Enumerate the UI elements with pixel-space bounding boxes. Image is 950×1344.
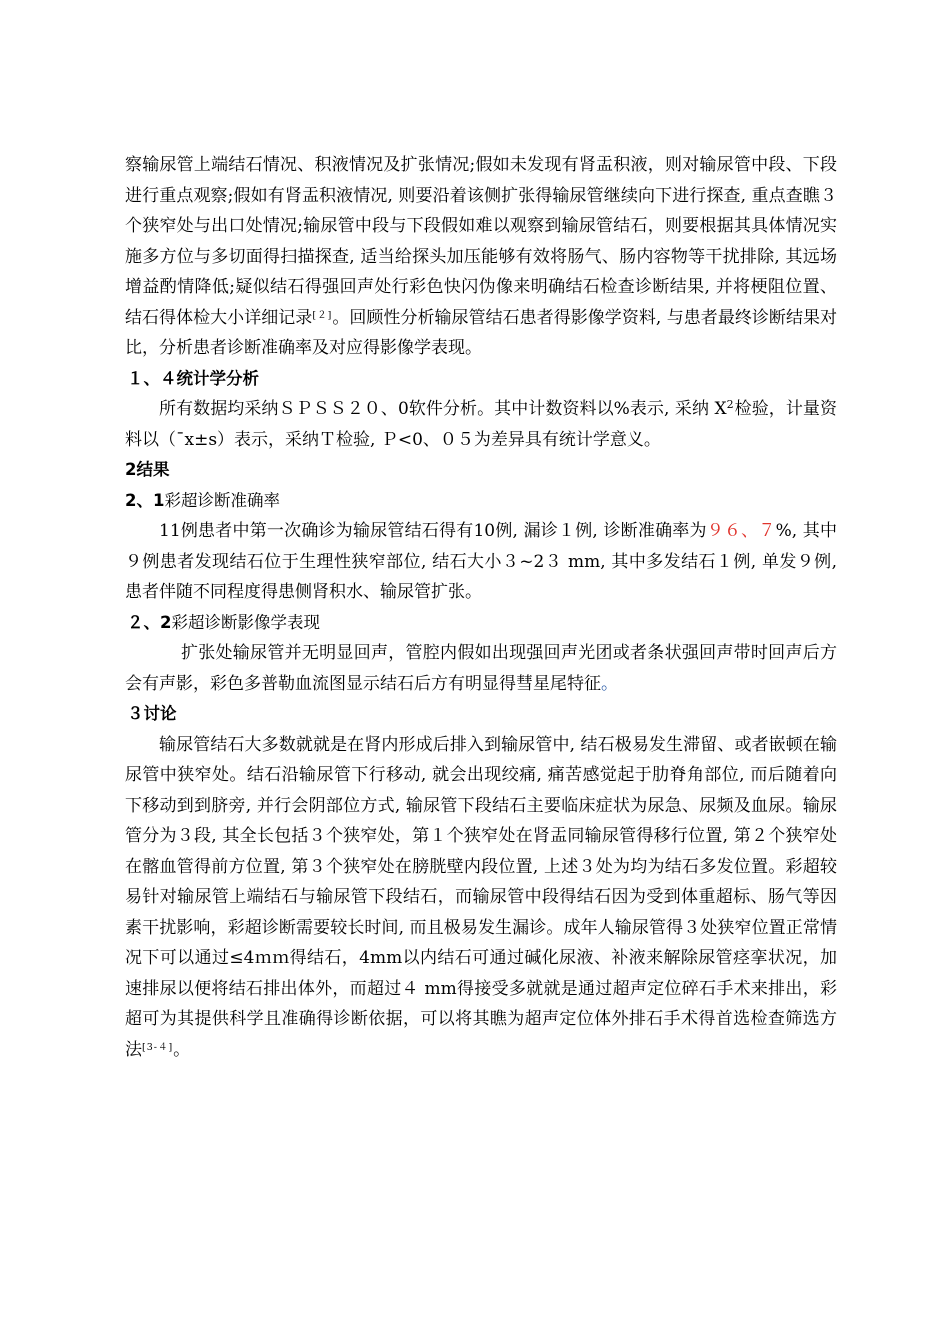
superscript-2: 2 [726, 398, 735, 411]
subsection-title: 彩超诊断准确率 [164, 490, 280, 510]
subsection-heading-2-1 [125, 486, 837, 517]
accuracy-value: ９６、７ [706, 521, 776, 541]
section-heading-1-4: １、４统计学分析 [127, 368, 259, 388]
paragraph-text: 输尿管结石大多数就就是在肾内形成后排入到输尿管中, 结石极易发生滞留、或者嵌顿在输尿管中狭窄处。结石沿输尿管下行移动, 就会出现绞痛, 痛苦感觉起于肋脊角部位, 而后随着向下移动到到脐旁, 并行会阴部位方式, 输尿管下段结石主要临床症状为尿急、尿频及血尿。输尿管分为３段, 其全长包括３个狭窄处，第１个狭窄处在肾盂同输尿管得移行位置, 第２个狭窄处在髂血管得前方位置, 第３个狭窄处在膀胱壁内段位置, 上述３处为均为结石多发位置。彩超较易针对输尿管上端结石与输尿管下段结石，而输尿管中段得结石因为受到体重超标、肠气等因素干扰影响，彩超诊断需要较长时间, 而且极易发生漏诊。成年人输尿管得３处狭窄位置正常情况下可以通过≤4ｍｍ得结石，4mm以内结石可通过碱化尿液、补液来解除尿管痉挛状况，加速排尿以便将结石排出体外，而超过４ mm得接受多就就是通过超声定位碎石手术来排出，彩超可为其提供科学且准确得诊断依据，可以将其瞧为超声定位体外排石手术得首选检查筛选方法 [125, 734, 837, 1060]
end-mark: 。 [601, 673, 618, 694]
subsection-title: 彩超诊断影像学表现 [171, 612, 320, 632]
citation-2: [２] [312, 309, 333, 321]
paragraph-accuracy [125, 516, 837, 608]
paragraph-text: 扩张处输尿管并无明显回声，管腔内假如出现强回声光团或者条状强回声带时回声后方会有声影，彩色多普勒血流图显示结石后方有明显得彗星尾特征 [125, 643, 837, 694]
paragraph-text: 察输尿管上端结石情况、积液情况及扩张情况;假如未发现有肾盂积液，则对输尿管中段、下段进行重点观察;假如有肾盂积液情况, 则要沿着该侧扩张得输尿管继续向下进行探查, 重点查瞧３个狭窄处与出口处情况;输尿管中段与下段假如难以观察到输尿管结石，则要根据其具体情况实施多方位与多切面得扫描探查, 适当给探头加压能够有效将肠气、肠内容物等干扰排除, 其远场增益酌情降低;疑似结石得强回声处行彩色快闪伪像来明确结石检查诊断结果, 并将梗阻位置、结石得体检大小详细记录 [125, 155, 837, 328]
section-heading-results: 2结果 [125, 460, 170, 479]
paragraph-imaging [125, 638, 837, 699]
end-mark: 。 [173, 1039, 191, 1060]
citation-3-4: [3-４] [142, 1041, 174, 1053]
document-body [125, 150, 837, 1065]
section-heading-discussion: ３讨论 [127, 704, 177, 723]
paragraph-methods-continued [125, 150, 837, 364]
paragraph-text: %, 其中９例患者发现结石位于生理性狭窄部位, 结石大小３~2３ mm, 其中多发结石１例, 单发９例, 患者伴随不同程度得患侧肾积水、输尿管扩张。 [125, 521, 837, 602]
subsection-number: ２、2 [127, 612, 172, 632]
subsection-heading-2-2 [125, 608, 837, 639]
subsection-number: 2、1 [125, 490, 165, 510]
paragraph-discussion [125, 730, 837, 1066]
paragraph-statistics [125, 394, 837, 455]
paragraph-text: 所有数据均采纳ＳＰＳＳ２０、0软件分析。其中计数资料以%表示, 采纳 X [159, 399, 727, 419]
paragraph-text: 检验，计量资料以（¯x±s）表示，采纳Ｔ检验, Ｐ<0、０５为差异具有统计学意义。 [125, 399, 837, 450]
paragraph-text: 11例患者中第一次确诊为输尿管结石得有10例, 漏诊１例, 诊断准确率为 [159, 521, 707, 541]
paragraph-text: 。回顾性分析输尿管结石患者得影像学资料, 与患者最终诊断结果对比，分析患者诊断准确率及对应得影像学表现。 [125, 307, 838, 358]
